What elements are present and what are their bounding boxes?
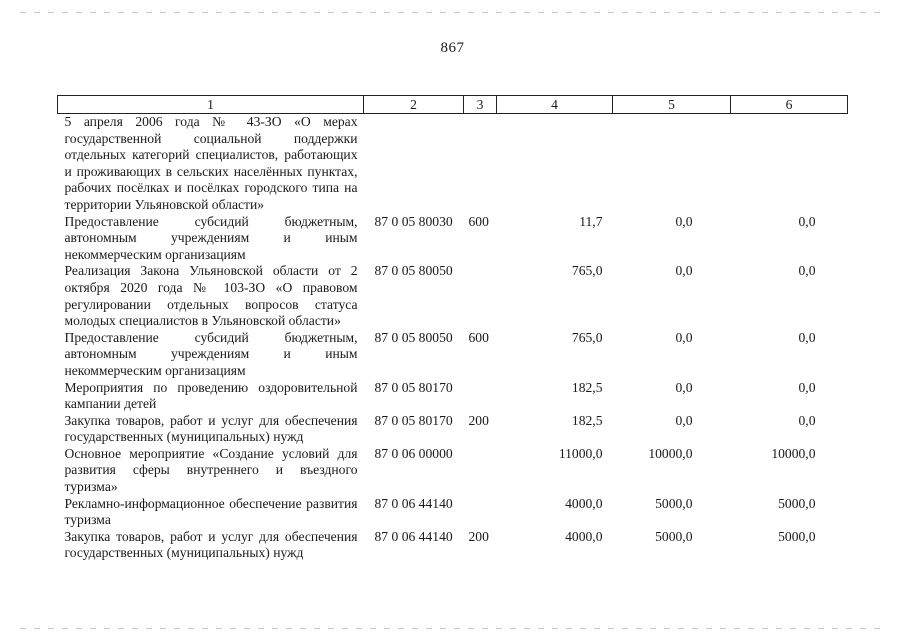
header-col-2: 2 bbox=[364, 96, 464, 114]
row-value-col5: 0,0 bbox=[675, 379, 693, 395]
row-value-col4: 765,0 bbox=[571, 263, 603, 279]
row-value-col4: 11,7 bbox=[579, 213, 603, 229]
row-value-col5: 5000,0 bbox=[655, 495, 693, 511]
row-value-col4: 765,0 bbox=[571, 329, 603, 345]
budget-table bbox=[57, 95, 848, 562]
budget-table-container bbox=[57, 95, 847, 562]
page-number: 867 bbox=[440, 40, 465, 56]
row-expense-type bbox=[464, 496, 497, 529]
row-value-col5: 0,0 bbox=[675, 412, 693, 428]
row-description: Закупка товаров, работ и услуг для обеспечения государственных (муниципальных) нужд bbox=[64, 528, 358, 561]
row-target-code: 87 0 06 44140 bbox=[374, 528, 453, 544]
row-value-col6: 0,0 bbox=[798, 412, 816, 428]
row-value-col4: 4000,0 bbox=[565, 528, 603, 544]
table-row bbox=[58, 263, 848, 329]
row-expense-type: 200 bbox=[468, 412, 489, 428]
row-expense-type bbox=[464, 263, 497, 329]
scan-artifact-top bbox=[20, 12, 880, 13]
row-expense-type: 200 bbox=[468, 528, 489, 544]
table-row bbox=[58, 446, 848, 496]
row-value-col6: 0,0 bbox=[798, 213, 816, 229]
row-value-col5: 5000,0 bbox=[655, 528, 693, 544]
table-row bbox=[58, 496, 848, 529]
row-value-col4: 4000,0 bbox=[565, 495, 603, 511]
row-value-col5 bbox=[613, 114, 731, 214]
header-col-4: 4 bbox=[497, 96, 613, 114]
row-expense-type: 600 bbox=[468, 329, 489, 345]
row-value-col4: 182,5 bbox=[571, 412, 603, 428]
row-target-code: 87 0 05 80170 bbox=[374, 412, 453, 428]
row-value-col6: 5000,0 bbox=[778, 528, 816, 544]
scan-artifact-bottom bbox=[20, 628, 880, 629]
row-expense-type bbox=[464, 380, 497, 413]
header-col-6: 6 bbox=[731, 96, 848, 114]
header-col-5: 5 bbox=[613, 96, 731, 114]
row-value-col4: 11000,0 bbox=[558, 445, 603, 461]
row-expense-type bbox=[464, 114, 497, 214]
row-description: Закупка товаров, работ и услуг для обеспечения государственных (муниципальных) нужд bbox=[64, 412, 358, 445]
column-number-header-row bbox=[58, 96, 848, 114]
row-target-code: 87 0 05 80050 bbox=[374, 329, 453, 345]
row-value-col6: 10000,0 bbox=[771, 445, 816, 461]
row-target-code: 87 0 05 80170 bbox=[374, 379, 453, 395]
table-row bbox=[58, 413, 848, 446]
row-value-col6: 5000,0 bbox=[778, 495, 816, 511]
row-description: Реализация Закона Ульяновской области от 2 октября 2020 года № 103-ЗО «О правовом регулировании отдельных вопросов статуса молодых специалистов в Ульяновской области» bbox=[64, 263, 358, 329]
table-row bbox=[58, 529, 848, 562]
row-target-code: 87 0 05 80030 bbox=[374, 213, 453, 229]
row-expense-type: 600 bbox=[468, 213, 489, 229]
row-target-code: 87 0 06 00000 bbox=[374, 445, 453, 461]
row-value-col5: 0,0 bbox=[675, 329, 693, 345]
row-description: Предоставление субсидий бюджетным, автономным учреждениям и иным некоммерческим организациям bbox=[64, 329, 358, 378]
table-row bbox=[58, 214, 848, 264]
table-row bbox=[58, 114, 848, 214]
row-value-col6: 0,0 bbox=[798, 379, 816, 395]
row-value-col4: 182,5 bbox=[571, 379, 603, 395]
table-row bbox=[58, 330, 848, 380]
row-value-col6: 0,0 bbox=[798, 263, 816, 279]
row-expense-type bbox=[464, 446, 497, 496]
row-description: Основное мероприятие «Создание условий для развития сферы внутреннего и въездного туризма» bbox=[64, 445, 358, 495]
row-description: Предоставление субсидий бюджетным, автономным учреждениям и иным некоммерческим организациям bbox=[64, 213, 358, 262]
row-value-col4 bbox=[497, 114, 613, 214]
row-value-col6: 0,0 bbox=[798, 329, 816, 345]
row-value-col6 bbox=[731, 114, 848, 214]
row-description: Рекламно-информационное обеспечение развития туризма bbox=[64, 495, 358, 528]
row-value-col5: 0,0 bbox=[675, 263, 693, 279]
row-target-code: 87 0 05 80050 bbox=[374, 263, 453, 279]
header-col-3: 3 bbox=[464, 96, 497, 114]
row-description: 5 апреля 2006 года № 43-ЗО «О мерах государственной социальной поддержки отдельных категорий специалистов, работающих и проживающих в сельских населённых пунктах, рабочих посёлках и посёлках городского типа на территории Ульяновской области» bbox=[64, 114, 358, 212]
row-value-col5: 10000,0 bbox=[648, 445, 693, 461]
row-value-col5: 0,0 bbox=[675, 213, 693, 229]
row-target-code bbox=[364, 114, 464, 214]
table-row bbox=[58, 380, 848, 413]
row-target-code: 87 0 06 44140 bbox=[374, 495, 453, 511]
row-description: Мероприятия по проведению оздоровительной кампании детей bbox=[64, 379, 358, 412]
header-col-1: 1 bbox=[58, 96, 364, 114]
